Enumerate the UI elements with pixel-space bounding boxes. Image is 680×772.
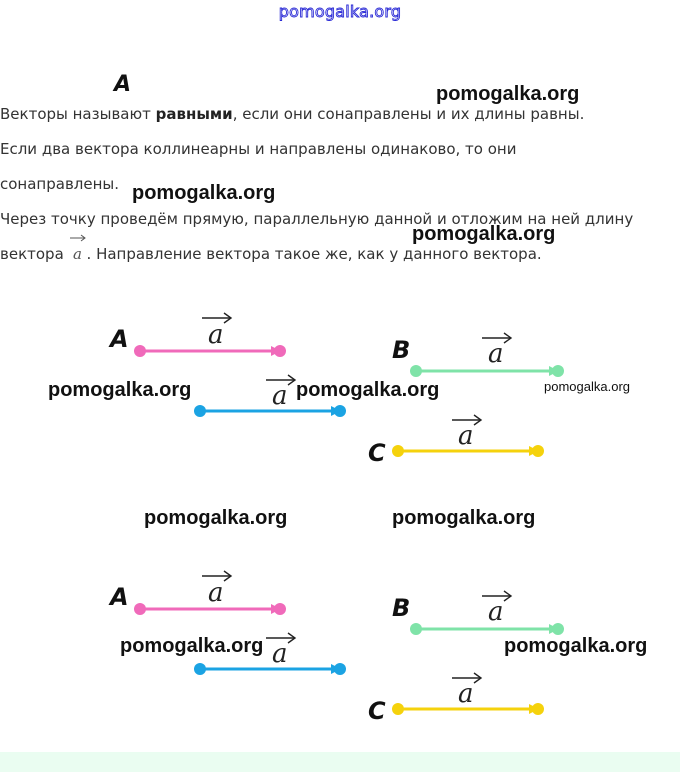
vector-label-yellow-2 <box>452 673 481 709</box>
bottom-bar <box>0 752 680 772</box>
watermark: pomogalka.org <box>412 223 556 245</box>
paragraph-codirected-line2: сонаправлены. <box>0 175 120 193</box>
vector-label-pink-2 <box>202 571 231 608</box>
vector-letter-pink-2: a <box>208 578 224 608</box>
vector-letter-yellow: a <box>458 421 474 451</box>
paragraph-construction-line2 <box>0 237 680 272</box>
definition-text <box>0 97 680 272</box>
inline-vector-a <box>69 237 87 272</box>
vector-green <box>410 365 564 377</box>
label-c-2: C <box>368 697 386 725</box>
p3-text: вектора <box>0 245 69 263</box>
watermark: pomogalka.org <box>392 507 536 529</box>
cut-label-a: A <box>114 72 132 97</box>
vector-blue-2 <box>194 663 346 675</box>
vector-letter-blue: a <box>272 381 288 411</box>
paragraph-codirected-line1: Если два вектора коллинеарны и направлены одинаково, то они <box>0 140 517 158</box>
watermark: pomogalka.org <box>120 635 264 657</box>
vector-label-green <box>482 333 511 369</box>
watermark: pomogalka.org <box>48 379 192 401</box>
vector-letter-green: a <box>488 339 504 369</box>
vector-label-blue-2 <box>266 633 295 669</box>
vector-green-2 <box>410 623 564 635</box>
label-a: A <box>110 325 129 353</box>
vector-label-pink <box>202 313 231 350</box>
vector-letter-pink: a <box>208 320 224 350</box>
vector-letter-yellow-2: a <box>458 679 474 709</box>
vector-letter-blue-2: a <box>272 639 288 669</box>
watermark: pomogalka.org <box>132 182 276 204</box>
vector-label-blue <box>266 375 295 411</box>
vector-blue <box>194 405 346 417</box>
vector-label-yellow <box>452 415 481 451</box>
watermark: pomogalka.org <box>144 507 288 529</box>
vector-label-green-2 <box>482 591 511 627</box>
label-c: C <box>368 439 386 467</box>
paragraph-construction-line1: Через точку проведём прямую, параллельную данной и отложим на ней длину <box>0 210 634 228</box>
vector-arrow-icon <box>69 233 87 243</box>
watermark-top: pomogalka.org <box>278 2 402 21</box>
watermark: pomogalka.org <box>436 83 580 105</box>
p1-text: Векторы называют <box>0 105 156 123</box>
inline-vector-letter: a <box>73 245 82 263</box>
p3-text-end: . Направление вектора такое же, как у данного вектора. <box>86 245 542 263</box>
label-b-2: B <box>392 594 411 622</box>
watermark: pomogalka.org <box>296 379 440 401</box>
vector-letter-green-2: a <box>488 597 504 627</box>
label-b: B <box>392 336 411 364</box>
watermark: pomogalka.org <box>504 635 648 657</box>
p1-text-end: , если они сонаправлены и их длины равны. <box>232 105 585 123</box>
watermark: pomogalka.org <box>544 379 630 394</box>
p1-bold-term: равными <box>155 105 233 123</box>
label-a-2: A <box>110 583 129 611</box>
